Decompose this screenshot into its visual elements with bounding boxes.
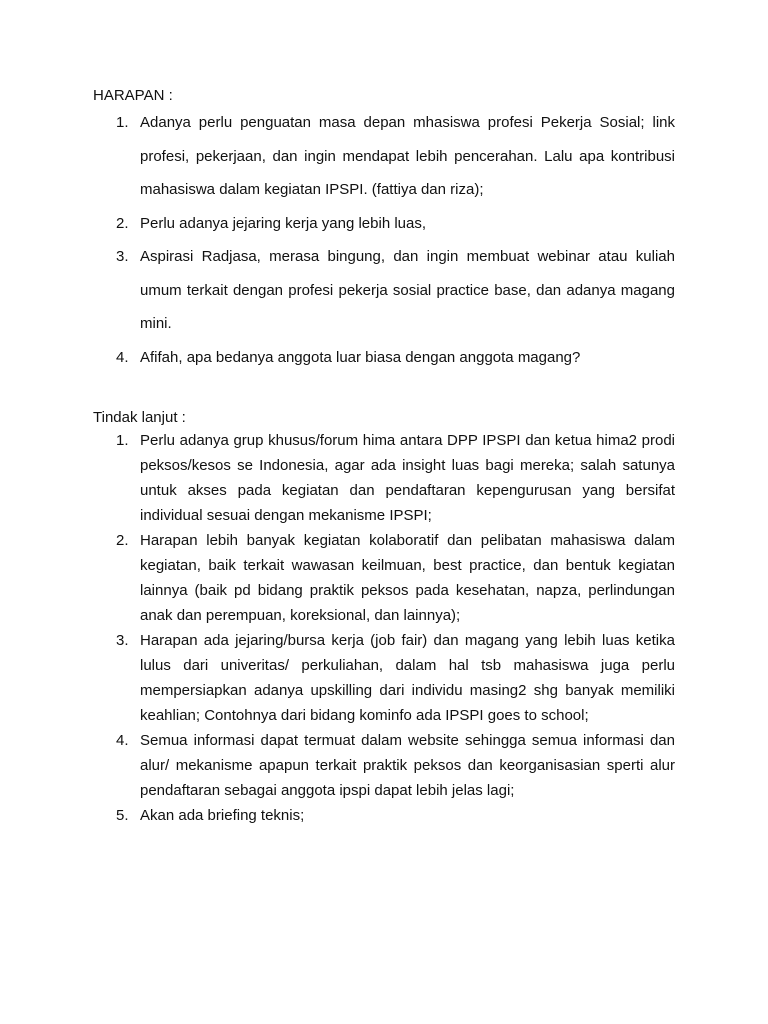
list-item-number: 2. — [116, 532, 129, 549]
list-item — [93, 803, 675, 828]
list-item-number: 4. — [116, 732, 129, 749]
harapan-list — [93, 106, 675, 374]
list-item — [93, 341, 675, 375]
list-item-text: Akan ada briefing teknis; — [140, 807, 305, 824]
list-item-number: 4. — [116, 348, 129, 366]
list-item — [93, 106, 675, 207]
list-item-number: 1. — [116, 114, 129, 131]
harapan-heading: HARAPAN : — [93, 87, 173, 104]
list-item-text: Afifah, apa bedanya anggota luar biasa dengan anggota magang? — [140, 348, 581, 366]
list-item-number: 3. — [116, 248, 129, 265]
list-item-text: Harapan ada jejaring/bursa kerja (job fair) dan magang yang lebih luas ketika lulus dari univeritas/ perkuliahan, dalam hal tsb mahasiswa juga perlu mempersiapkan adanya upskilling dari individu masing2 shg banyak memiliki keahlian; Contohnya dari bidang kominfo ada IPSPI goes to school; — [140, 632, 675, 724]
tindak-lanjut-list — [93, 428, 675, 828]
list-item-text: Perlu adanya grup khusus/forum hima antara DPP IPSPI dan ketua hima2 prodi peksos/kesos se Indonesia, agar ada insight luas bagi mereka; salah satunya untuk akses pada kegiatan dan pendaftaran kepengurusan yang bersifat individual sesuai dengan mekanisme IPSPI; — [140, 432, 675, 524]
list-item-number: 2. — [116, 214, 129, 232]
list-item — [93, 207, 675, 241]
list-item-text: Aspirasi Radjasa, merasa bingung, dan ingin membuat webinar atau kuliah umum terkait dengan profesi pekerja sosial practice base, dan adanya magang mini. — [140, 248, 675, 332]
harapan-section — [93, 86, 675, 374]
list-item-number: 1. — [116, 432, 129, 449]
list-item — [93, 428, 675, 528]
list-item-number: 5. — [116, 807, 129, 824]
list-item — [93, 628, 675, 728]
list-item — [93, 240, 675, 341]
list-item-text: Semua informasi dapat termuat dalam website sehingga semua informasi dan alur/ mekanisme apapun terkait praktik peksos dan keorganisasian sperti alur pendaftaran sebagai anggota ipspi dapat lebih jelas lagi; — [140, 732, 675, 799]
list-item — [93, 528, 675, 628]
list-item-number: 3. — [116, 632, 129, 649]
list-item-text: Perlu adanya jejaring kerja yang lebih luas, — [140, 214, 427, 232]
tindak-lanjut-section — [93, 408, 675, 828]
tindak-lanjut-heading: Tindak lanjut : — [93, 409, 186, 426]
list-item-text: Adanya perlu penguatan masa depan mhasiswa profesi Pekerja Sosial; link profesi, pekerjaan, dan ingin mendapat lebih pencerahan. Lalu apa kontribusi mahasiswa dalam kegiatan IPSPI. (fattiya dan riza); — [140, 114, 675, 198]
list-item — [93, 728, 675, 803]
list-item-text: Harapan lebih banyak kegiatan kolaboratif dan pelibatan mahasiswa dalam kegiatan, baik terkait wawasan keilmuan, best practice, dan bentuk kegiatan lainnya (baik pd bidang praktik peksos pada kesehatan, napza, perlindungan anak dan perempuan, koreksional, dan lainnya); — [140, 532, 675, 624]
